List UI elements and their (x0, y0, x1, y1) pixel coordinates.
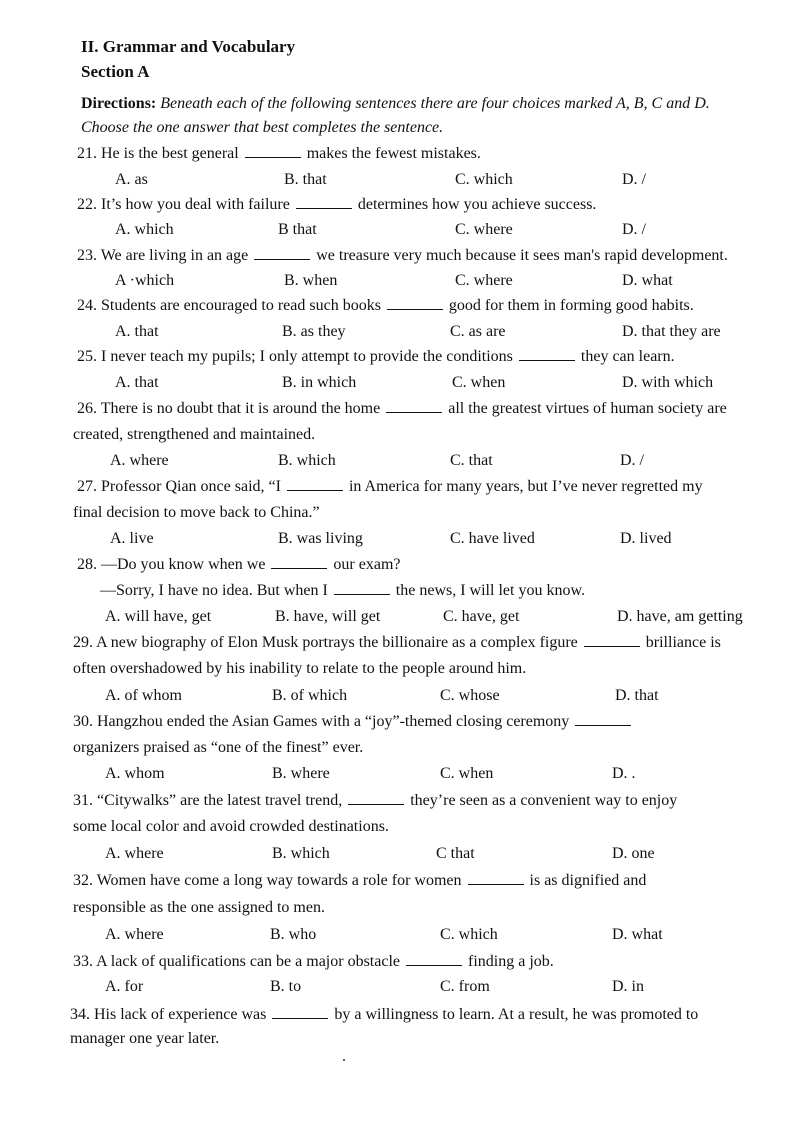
question-28-line-2 (100, 580, 585, 602)
question-number: 32. (73, 872, 93, 889)
answer-blank[interactable] (386, 398, 442, 413)
question-number: 26. (77, 400, 97, 417)
answer-blank[interactable] (575, 711, 631, 726)
option-d[interactable]: D. have, am getting (617, 608, 743, 625)
question-34-line-2: manager one year later. (70, 1030, 220, 1047)
stray-mark (343, 1059, 345, 1061)
question-number: 34. (70, 1006, 90, 1023)
option-c[interactable]: C. where (455, 221, 513, 238)
question-stem-pre: Women have come a long way towards a role for women (93, 872, 462, 889)
question-stem-pre: —Sorry, I have no idea. But when I (100, 582, 328, 599)
question-number: 33. (73, 953, 93, 970)
question-32-line-2: responsible as the one assigned to men. (73, 899, 325, 916)
option-d[interactable]: D. / (620, 452, 644, 469)
question-stem-post: by a willingness to learn. At a result, he was promoted to (334, 1006, 699, 1023)
option-a[interactable]: A. that (115, 374, 159, 391)
section-heading: Section A (81, 62, 150, 81)
answer-blank[interactable] (584, 632, 640, 647)
option-d[interactable]: D. what (622, 272, 673, 289)
question-stem-post: we treasure very much because it sees man's rapid development. (316, 247, 728, 264)
answer-blank[interactable] (254, 245, 310, 260)
question-31 (73, 790, 677, 812)
question-stem-post: makes the fewest mistakes. (306, 145, 481, 162)
answer-blank[interactable] (245, 143, 301, 158)
question-number: 27. (77, 478, 97, 495)
option-a[interactable]: A. that (115, 323, 159, 340)
question-stem-pre: I never teach my pupils; I only attempt to provide the conditions (97, 348, 513, 365)
option-c[interactable]: C. that (450, 452, 493, 469)
option-c[interactable]: C. from (440, 978, 490, 995)
directions-line-1 (81, 93, 710, 115)
option-b[interactable]: B that (278, 221, 317, 238)
option-d[interactable]: D. / (622, 171, 646, 188)
answer-blank[interactable] (348, 790, 404, 805)
question-29-line-2: often overshadowed by his inability to relate to the people around him. (73, 660, 527, 677)
question-31-line-2: some local color and avoid crowded destinations. (73, 818, 389, 835)
question-number: 23. (77, 247, 97, 264)
question-21 (77, 143, 481, 165)
option-a[interactable]: A. which (115, 221, 174, 238)
question-30-line-2: organizers praised as “one of the finest” ever. (73, 739, 364, 756)
option-a[interactable]: A. where (110, 452, 169, 469)
option-a[interactable]: A. as (115, 171, 148, 188)
question-stem-post: is as dignified and (529, 872, 647, 889)
question-27-line-2: final decision to move back to China.” (73, 504, 320, 521)
option-c[interactable]: C. whose (440, 687, 500, 704)
option-b[interactable]: B. where (272, 765, 330, 782)
part-heading: II. Grammar and Vocabulary (81, 37, 296, 56)
question-stem-post: they’re seen as a convenient way to enjoy (410, 792, 678, 809)
question-stem-post: finding a job. (468, 953, 554, 970)
answer-blank[interactable] (468, 870, 524, 885)
option-b[interactable]: B. have, will get (275, 608, 381, 625)
question-25 (77, 346, 675, 368)
option-d[interactable]: D. . (612, 765, 636, 782)
answer-blank[interactable] (406, 951, 462, 966)
answer-blank[interactable] (387, 295, 443, 310)
answer-blank[interactable] (287, 476, 343, 491)
question-stem-pre: A new biography of Elon Musk portrays the billionaire as a complex figure (93, 634, 578, 651)
question-stem-post: good for them in forming good habits. (448, 297, 694, 314)
question-stem-post: the news, I will let you know. (395, 582, 585, 599)
option-d[interactable]: D. that they are (622, 323, 721, 340)
option-d[interactable]: D. one (612, 845, 655, 862)
question-stem-post: determines how you achieve success. (357, 196, 597, 213)
option-a[interactable]: A. will have, get (105, 608, 212, 625)
question-32 (73, 870, 646, 892)
question-29 (73, 632, 721, 654)
question-stem-pre: Hangzhou ended the Asian Games with a “joy”-themed closing ceremony (93, 713, 570, 730)
question-number: 31. (73, 792, 93, 809)
question-number: 21. (77, 145, 97, 162)
question-stem-post: in America for many years, but I’ve never regretted my (348, 478, 703, 495)
question-stem-pre: “Citywalks” are the latest travel trend, (93, 792, 343, 809)
option-b[interactable]: B. as they (282, 323, 346, 340)
question-stem-pre: There is no doubt that it is around the home (97, 400, 381, 417)
question-number: 28. (77, 556, 97, 573)
question-26 (77, 398, 727, 420)
option-a[interactable]: A. of whom (105, 687, 182, 704)
option-b[interactable]: B. which (272, 845, 330, 862)
option-d[interactable]: D. that (615, 687, 659, 704)
question-stem-pre: We are living in an age (97, 247, 249, 264)
option-a[interactable]: A. live (110, 530, 154, 547)
option-a[interactable]: A ·which (115, 272, 175, 289)
option-c[interactable]: C. which (455, 171, 513, 188)
directions-label: Directions: (81, 95, 157, 112)
option-b[interactable]: B. that (284, 171, 327, 188)
option-b[interactable]: B. which (278, 452, 336, 469)
option-a[interactable]: A. where (105, 845, 164, 862)
question-27 (77, 476, 703, 498)
question-33 (73, 951, 554, 973)
question-number: 30. (73, 713, 93, 730)
question-number: 24. (77, 297, 97, 314)
question-stem-post: all the greatest virtues of human society are (448, 400, 727, 417)
option-c[interactable]: C. have lived (450, 530, 535, 547)
question-stem-pre: Students are encouraged to read such books (97, 297, 381, 314)
option-b[interactable]: B. when (284, 272, 338, 289)
option-b[interactable]: B. to (270, 978, 302, 995)
answer-blank[interactable] (519, 346, 575, 361)
question-stem-pre: His lack of experience was (90, 1006, 267, 1023)
answer-blank[interactable] (334, 580, 390, 595)
question-stem-pre: It’s how you deal with failure (97, 196, 290, 213)
question-number: 22. (77, 196, 97, 213)
option-d[interactable]: D. with which (622, 374, 714, 391)
question-stem-pre: —Do you know when we (97, 556, 266, 573)
option-c[interactable]: C that (436, 845, 475, 862)
question-23 (77, 245, 728, 267)
option-b[interactable]: B. who (270, 926, 317, 943)
option-b[interactable]: B. of which (272, 687, 348, 704)
option-d[interactable]: D. in (612, 978, 644, 995)
option-d[interactable]: D. / (622, 221, 646, 238)
option-b[interactable]: B. was living (278, 530, 363, 547)
question-28 (77, 554, 401, 576)
answer-blank[interactable] (271, 554, 327, 569)
question-stem-pre: Professor Qian once said, “I (97, 478, 281, 495)
question-22 (77, 194, 596, 216)
question-number: 29. (73, 634, 93, 651)
option-d[interactable]: D. what (612, 926, 663, 943)
question-26-line-2: created, strengthened and maintained. (73, 426, 316, 443)
question-30 (73, 711, 633, 733)
question-34 (70, 1004, 698, 1026)
directions-text-1: Beneath each of the following sentences there are four choices marked A, B, C and D. (156, 95, 710, 112)
question-stem-post: our exam? (333, 556, 401, 573)
question-24 (77, 295, 694, 317)
option-c[interactable]: C. have, get (443, 608, 520, 625)
option-c[interactable]: C. when (440, 765, 494, 782)
option-c[interactable]: C. which (440, 926, 498, 943)
directions-line-2: Choose the one answer that best completes the sentence. (81, 119, 444, 136)
option-c[interactable]: C. where (455, 272, 513, 289)
question-stem-pre: He is the best general (97, 145, 239, 162)
option-a[interactable]: A. for (105, 978, 144, 995)
option-c[interactable]: C. as are (450, 323, 506, 340)
option-a[interactable]: A. whom (105, 765, 165, 782)
question-stem-post: brilliance is (645, 634, 721, 651)
question-stem-post: they can learn. (580, 348, 675, 365)
question-number: 25. (77, 348, 97, 365)
option-b[interactable]: B. in which (282, 374, 357, 391)
option-d[interactable]: D. lived (620, 530, 672, 547)
answer-blank[interactable] (296, 194, 352, 209)
question-stem-pre: A lack of qualifications can be a major obstacle (93, 953, 400, 970)
answer-blank[interactable] (272, 1004, 328, 1019)
option-c[interactable]: C. when (452, 374, 506, 391)
option-a[interactable]: A. where (105, 926, 164, 943)
